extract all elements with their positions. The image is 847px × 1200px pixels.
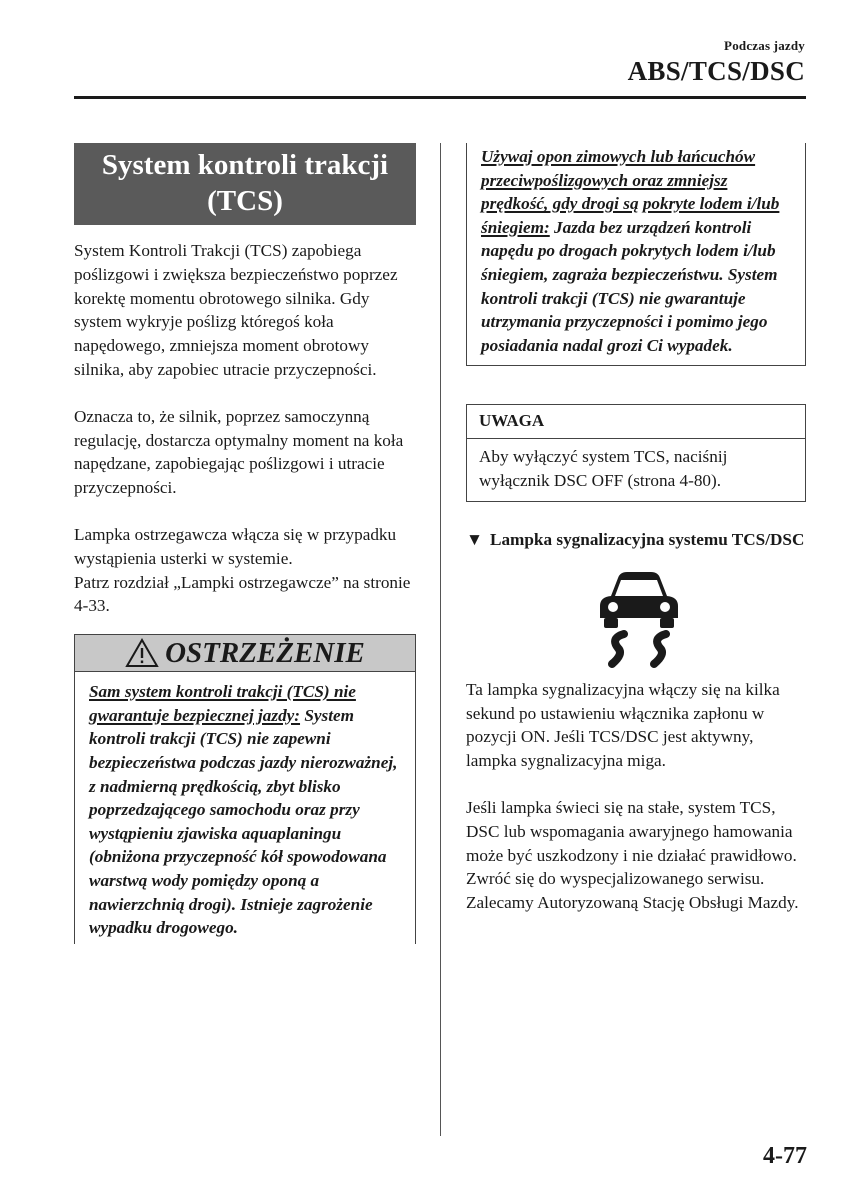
- warning-text-2: Jazda bez urządzeń kontroli napędu po drogach pokrytych lodem i/lub śniegiem, zagraża bezpieczeństwu. System kontroli trakcji (TCS) nie gwarantuje utrzymania przyczepności i pomimo jego posiadania nadal grozi Ci wypadek.: [481, 217, 778, 355]
- warning-lamp-paragraph: Lampka ostrzegawcza włącza się w przypadku wystąpienia usterki w systemie.: [74, 524, 397, 568]
- intro-paragraph: System Kontroli Trakcji (TCS) zapobiega poślizgowi i zwiększa bezpieczeństwo poprzez korektę momentu obrotowego silnika. Gdy system wykryje poślizg któregoś koła napędowego, zmniejsza moment obrotowy silnika, aby zapobiec utracie przyczepności.: [74, 241, 398, 379]
- warning-continuation: [466, 143, 806, 366]
- lamp-paragraph-1: Ta lampka sygnalizacyjna włączy się na kilka sekund po ustawieniu włącznika zapłonu w pozycji ON. Jeśli TCS/DSC jest aktywny, lampka sygnalizacyjna miga.: [466, 679, 780, 771]
- lamp-icon-wrap: [472, 568, 806, 668]
- warning-lead-2: Używaj opon zimowych lub łańcuchów przeciwpoślizgowych oraz zmniejsz prędkość, gdy drogi są pokryte lodem i/lub śniegiem:: [481, 147, 780, 237]
- column-divider: [440, 143, 441, 1136]
- section-title-line2: (TCS): [207, 185, 283, 217]
- note-title: UWAGA: [467, 405, 805, 439]
- warning-text: System kontroli trakcji (TCS) nie zapewni bezpieczeństwa podczas jazdy nierozważnej, z nadmierną prędkością, zbyt blisko poprzedzającego samochodu oraz przy wystąpieniu zjawiska aquaplaningu (obniżona przyczepność kół spowodowana warstwą wody pomiędzy oponą a nawierzchnią drogi). Istnieje zagrożenie wypadku drogowego.: [89, 705, 398, 938]
- section-title-line1: System kontroli trakcji: [101, 149, 389, 181]
- note-text: Aby wyłączyć system TCS, naciśnij wyłącznik DSC OFF (strona 4-80).: [479, 447, 728, 491]
- warning-lead: Sam system kontroli trakcji (TCS) nie gwarantuje bezpiecznej jazdy:: [89, 682, 356, 725]
- page-header: [628, 38, 805, 87]
- note-box: [466, 404, 806, 502]
- warning-triangle-icon: [125, 638, 159, 668]
- lamp-paragraph-2: Jeśli lampka świeci się na stałe, system TCS, DSC lub wspomagania awaryjnego hamowania może być uszkodzony i nie działać prawidłowo. Zwróć się do wyspecjalizowanego serwisu. Zalecamy Autoryzowaną Stację Obsługi Mazdy.: [466, 797, 799, 913]
- reference-paragraph: Patrz rozdział „Lampki ostrzegawcze” na stronie 4-33.: [74, 572, 411, 616]
- page-number: 4-77: [763, 1143, 807, 1169]
- warning-title: OSTRZEŻENIE: [165, 636, 365, 669]
- subheading-text: Lampka sygnalizacyjna systemu TCS/DSC: [490, 529, 805, 549]
- section-title-box: [74, 143, 416, 225]
- subheading: [466, 528, 806, 552]
- section-name: Podczas jazdy: [724, 38, 805, 53]
- header-rule: [74, 96, 806, 99]
- warning-body: [74, 672, 416, 944]
- chapter-title: ABS/TCS/DSC: [627, 56, 805, 86]
- explanation-paragraph: Oznacza to, że silnik, poprzez samoczynną regulację, dostarcza optymalny moment na koła napędzane, zapobiegając poślizgowi i utracie przyczepności.: [74, 406, 404, 498]
- left-column: [74, 143, 416, 944]
- right-column: [466, 143, 806, 915]
- tcs-slip-indicator-icon: [594, 568, 684, 668]
- warning-header: [74, 634, 416, 672]
- subheading-marker: ▼: [466, 529, 484, 549]
